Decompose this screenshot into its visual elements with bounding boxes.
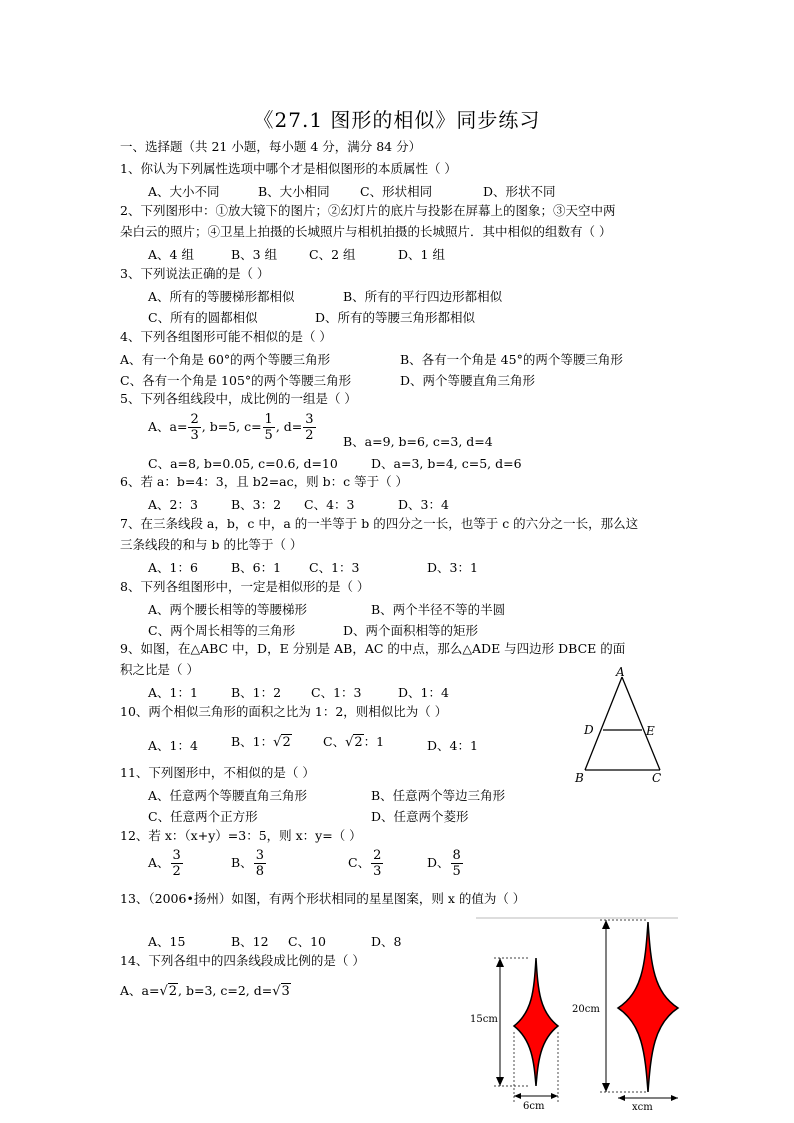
width-label-small: 6cm	[523, 1101, 545, 1112]
q10-option-c	[323, 732, 384, 750]
question-9-stem-line2: 积之比是（ ）	[120, 662, 199, 677]
q4-option-b: B、各有一个角是 45°的两个等腰三角形	[400, 352, 623, 367]
radicand: 2	[354, 735, 363, 750]
radicand: 2	[168, 984, 178, 999]
q1-option-b: B、大小相同	[258, 184, 330, 199]
q5-a-middle1: , b=5, c=	[201, 419, 262, 434]
question-13-stem: 13、（2006•扬州）如图，有两个形状相同的星星图案，则 x 的值为（ ）	[120, 891, 526, 906]
question-4-stem: 4、下列各组图形可能不相似的是（ ）	[120, 329, 332, 344]
label-c: C	[652, 771, 662, 785]
q5-option-b: B、a=9, b=6, c=3, d=4	[343, 434, 493, 449]
q5-option-d: D、a=3, b=4, c=5, d=6	[371, 456, 522, 471]
q5-a-middle2: , d=	[275, 419, 303, 434]
q13-option-c: C、10	[288, 934, 326, 949]
numerator: 3	[255, 848, 264, 863]
label-b: B	[575, 771, 584, 785]
arrowhead-top	[602, 920, 610, 929]
sqrt-symbol: √2	[159, 984, 178, 999]
star-figure	[468, 912, 680, 1112]
q6-option-c: C、4：3	[304, 497, 355, 512]
denominator: 5	[452, 864, 461, 879]
height-label-small: 15cm	[470, 1014, 498, 1025]
q14-a-prefix: A、a=	[120, 983, 160, 998]
q11-option-c: C、任意两个正方形	[148, 809, 258, 824]
q14-a-middle: , b=3, c=2, d=	[178, 983, 273, 998]
question-6-stem: 6、若 a：b=4：3，且 b2=ac，则 b：c 等于（ ）	[120, 474, 409, 489]
q12-b-fraction	[254, 848, 266, 879]
q1-option-a: A、大小不同	[148, 184, 220, 199]
q5-option-c: C、a=8, b=0.05, c=0.6, d=10	[148, 456, 338, 471]
question-5-stem: 5、下列各组线段中，成比例的一组是（ ）	[120, 391, 357, 406]
height-label-big: 20cm	[572, 1004, 600, 1015]
numerator: 1	[264, 412, 273, 427]
radicand: 3	[281, 984, 290, 999]
arrowhead-right	[551, 1093, 558, 1099]
question-14-stem: 14、下列各组中的四条线段成比例的是（ ）	[120, 953, 365, 968]
q12-c-fraction	[371, 848, 383, 879]
q2-option-a: A、4 组	[148, 247, 194, 262]
page-title: 《27.1 图形的相似》同步练习	[253, 108, 541, 132]
q10-c-suffix: ：1	[363, 734, 385, 749]
q13-option-d: D、8	[371, 934, 402, 949]
q9-option-d: D、1：4	[398, 685, 449, 700]
width-label-big: xcm	[632, 1102, 653, 1112]
q10-b-prefix: B、1：	[231, 734, 274, 749]
q12-option-d	[427, 848, 464, 879]
q4-option-c: C、各有一个角是 105°的两个等腰三角形	[120, 373, 352, 388]
question-10-stem: 10、两个相似三角形的面积之比为 1：2，则相似比为（ ）	[120, 704, 448, 719]
denominator: 2	[172, 864, 181, 879]
q3-option-a: A、所有的等腰梯形都相似	[148, 289, 295, 304]
q11-option-b: B、任意两个等边三角形	[371, 788, 506, 803]
q1-option-d: D、形状不同	[483, 184, 556, 199]
q5-option-a	[148, 412, 317, 443]
question-3-stem: 3、下列说法正确的是（ ）	[120, 266, 270, 281]
q8-option-c: C、两个周长相等的三角形	[148, 623, 296, 638]
q10-c-prefix: C、	[323, 734, 346, 749]
question-7-stem-line1: 7、在三条线段 a，b，c 中，a 的一半等于 b 的四分之一长，也等于 c 的六分之一长，那么这	[120, 516, 639, 531]
q2-option-c: C、2 组	[309, 247, 356, 262]
question-1-stem: 1、你认为下列属性选项中哪个才是相似图形的本质属性（ ）	[120, 161, 457, 176]
arrowhead-bottom	[496, 1077, 504, 1086]
denominator: 5	[264, 428, 273, 443]
numerator: 8	[452, 848, 461, 863]
q2-option-b: B、3 组	[231, 247, 278, 262]
label-d: D	[584, 723, 594, 737]
denominator: 3	[373, 864, 382, 879]
arrowhead-bottom	[602, 1083, 610, 1092]
question-11-stem: 11、下列图形中，不相似的是（ ）	[120, 765, 315, 780]
q10-option-a: A、1：4	[148, 738, 198, 753]
q8-option-b: B、两个半径不等的半圆	[371, 602, 506, 617]
label-e: E	[646, 724, 655, 738]
q6-option-a: A、2：3	[148, 497, 198, 512]
q12-a-fraction	[171, 848, 183, 879]
q6-option-d: D、3：4	[398, 497, 449, 512]
q14-option-a	[120, 981, 291, 999]
q7-option-b: B、6：1	[231, 560, 282, 575]
q12-d-fraction	[451, 848, 463, 879]
q5-a-fraction	[188, 412, 200, 443]
sqrt-symbol: √3	[272, 984, 290, 999]
radicand: 2	[282, 735, 291, 750]
numerator: 2	[190, 412, 199, 427]
question-7-stem-line2: 三条线段的和与 b 的比等于（ ）	[120, 537, 303, 552]
denominator: 8	[255, 864, 264, 879]
q10-option-d: D、4：1	[427, 738, 478, 753]
arrowhead-left	[514, 1093, 521, 1099]
numerator: 2	[373, 848, 382, 863]
label-a: A	[616, 665, 625, 679]
numerator: 3	[305, 412, 314, 427]
q12-option-a	[148, 848, 184, 879]
q12-b-label: B、	[231, 855, 253, 870]
q6-option-b: B、3：2	[231, 497, 282, 512]
q8-option-a: A、两个腰长相等的等腰梯形	[148, 602, 308, 617]
q5-c-fraction	[263, 412, 275, 443]
question-2-stem-line2: 朵白云的照片；④卫星上拍摄的长城照片与相机拍摄的长城照片．其中相似的组数有（ ）	[120, 224, 612, 239]
q4-option-d: D、两个等腰直角三角形	[400, 373, 536, 388]
arrowhead-right	[671, 1095, 678, 1101]
q12-option-c	[348, 848, 384, 879]
q9-option-c: C、1：3	[311, 685, 362, 700]
q2-option-d: D、1 组	[398, 247, 445, 262]
q7-option-a: A、1：6	[148, 560, 198, 575]
sqrt-symbol: √2	[273, 735, 291, 750]
section-heading: 一、选择题（共 21 小题，每小题 4 分，满分 84 分）	[120, 139, 422, 154]
sqrt-symbol: √2	[345, 735, 363, 750]
q12-option-b	[231, 848, 267, 879]
denominator: 2	[305, 428, 314, 443]
q4-option-a: A、有一个角是 60°的两个等腰三角形	[120, 352, 331, 367]
denominator: 3	[190, 428, 199, 443]
question-2-stem-line1: 2、下列图形中：①放大镜下的图片；②幻灯片的底片与投影在屏幕上的图象；③天空中两	[120, 203, 616, 218]
small-star	[514, 958, 558, 1086]
triangle-figure	[572, 665, 672, 787]
q5-d-fraction	[303, 412, 315, 443]
big-star	[618, 922, 678, 1092]
arrowhead-top	[496, 958, 504, 967]
q11-option-d: D、任意两个菱形	[371, 809, 469, 824]
q10-option-b	[231, 732, 292, 750]
q13-option-a: A、15	[148, 934, 186, 949]
q3-option-b: B、所有的平行四边形都相似	[343, 289, 503, 304]
q3-option-d: D、所有的等腰三角形都相似	[315, 310, 476, 325]
q11-option-a: A、任意两个等腰直角三角形	[148, 788, 308, 803]
q13-option-b: B、12	[231, 934, 269, 949]
question-12-stem: 12、若 x：（x+y）=3：5，则 x：y=（ ）	[120, 828, 362, 843]
arrowhead-left	[618, 1095, 625, 1101]
q12-c-label: C、	[348, 855, 371, 870]
q3-option-c: C、所有的圆都相似	[148, 310, 258, 325]
q12-a-label: A、	[148, 855, 170, 870]
question-8-stem: 8、下列各组图形中，一定是相似形的是（ ）	[120, 579, 370, 594]
q5-a-prefix: A、a=	[148, 419, 188, 434]
q7-option-c: C、1：3	[309, 560, 360, 575]
q12-d-label: D、	[427, 855, 450, 870]
q8-option-d: D、两个面积相等的矩形	[343, 623, 479, 638]
q7-option-d: D、3：1	[427, 560, 478, 575]
q1-option-c: C、形状相同	[360, 184, 433, 199]
q9-option-b: B、1：2	[231, 685, 282, 700]
numerator: 3	[172, 848, 181, 863]
question-9-stem-line1: 9、如图，在△ABC 中，D，E 分别是 AB，AC 的中点，那么△ADE 与四边形 DBCE 的面	[120, 641, 626, 656]
q9-option-a: A、1：1	[148, 685, 198, 700]
